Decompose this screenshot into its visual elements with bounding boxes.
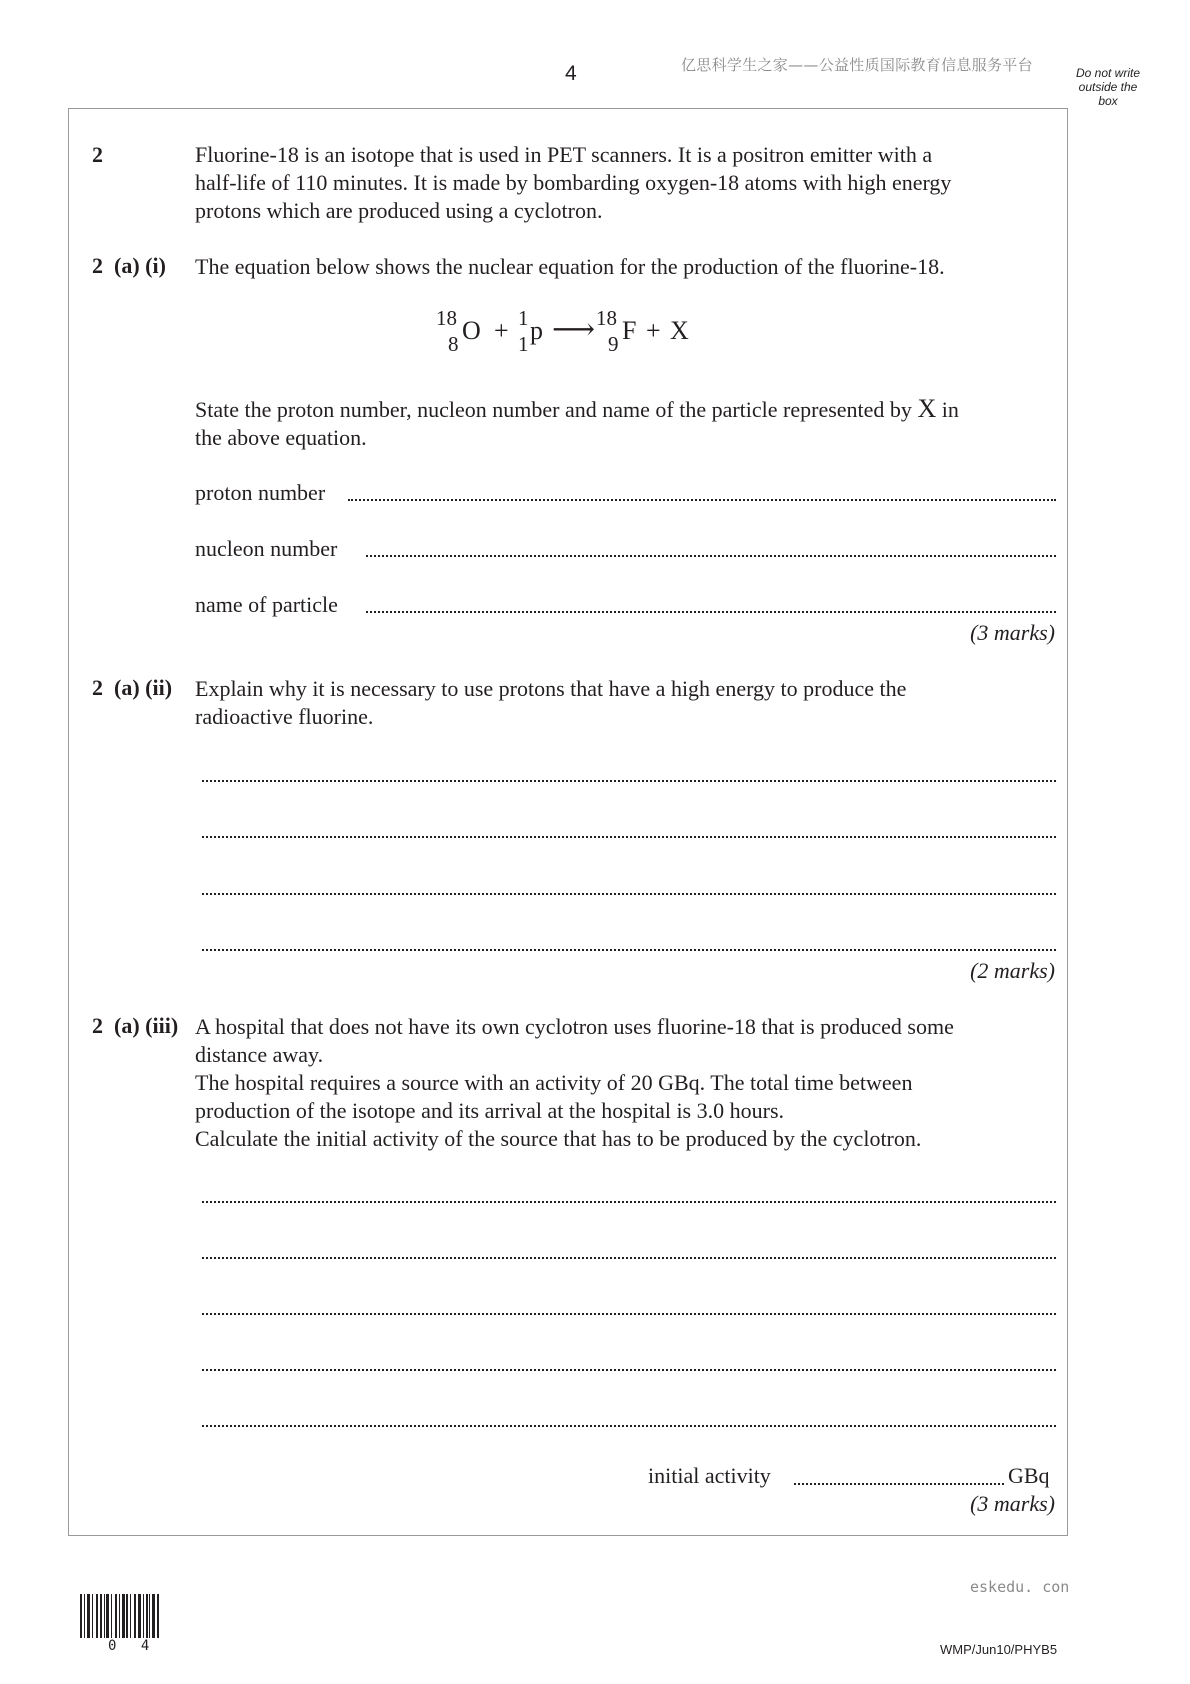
margin-note-line: box [1098,94,1118,108]
part-a-iii-label: 2 (a) (iii) [92,1013,179,1038]
unit-label: GBq [1008,1463,1050,1488]
proton-number-answer-line[interactable] [348,499,1056,501]
part-a-iii-text [195,1013,1055,1153]
answer-line[interactable] [202,893,1056,895]
question-number: 2 [92,142,103,167]
answer-line[interactable] [202,780,1056,782]
instruction-text: State the proton number, nucleon number and name of the particle represented by [195,397,912,422]
instruction-text: the above equation. [195,425,367,450]
particle-x-reference: X [917,394,937,423]
intro-line: half-life of 110 minutes. It is made by bombarding oxygen-18 atoms with high energy [195,170,952,195]
plus-sign: + [646,316,661,345]
part-a-ii-text [195,675,1055,731]
answer-line[interactable] [202,1257,1056,1259]
answer-line[interactable] [202,1425,1056,1427]
marks-label: (2 marks) [970,958,1055,983]
oxygen-symbol: O [462,316,481,345]
question-line: radioactive fluorine. [195,704,374,729]
nucleon-number-label: nucleon number [195,536,338,561]
nucleon-number-answer-line[interactable] [366,555,1056,557]
answer-line[interactable] [202,836,1056,838]
paper-code: WMP/Jun10/PHYB5 [940,1642,1058,1657]
proton-mass-number: 1 [518,306,529,330]
question-intro [195,141,1055,225]
oxygen-mass-number: 18 [436,306,457,330]
watermark-text: 亿思科学生之家——公益性质国际教育信息服务平台 [681,56,1033,74]
footer-site-text: eskedu. con [970,1578,1070,1596]
plus-sign: + [494,316,509,345]
question-line: production of the isotope and its arrival at the hospital is 3.0 hours. [195,1098,785,1123]
barcode-number: 0 4 [108,1638,158,1654]
fluorine-atomic-number: 9 [608,332,619,356]
proton-number-label: proton number [195,480,326,505]
marks-label: (3 marks) [970,620,1055,645]
initial-activity-label: initial activity [648,1463,771,1488]
nuclear-equation [436,306,756,366]
proton-symbol: p [530,316,543,345]
particle-name-label: name of particle [195,592,338,617]
margin-note-line: Do not write [1075,66,1141,80]
marks-label: (3 marks) [970,1491,1055,1516]
proton-atomic-number: 1 [518,332,529,356]
page-number: 4 [565,62,577,85]
question-line: distance away. [195,1042,324,1067]
oxygen-atomic-number: 8 [448,332,459,356]
instruction-text: in [941,397,959,422]
fluorine-symbol: F [622,316,637,345]
answer-line[interactable] [202,1369,1056,1371]
answer-line[interactable] [202,949,1056,951]
answer-line[interactable] [202,1201,1056,1203]
initial-activity-answer-line[interactable] [794,1483,1004,1485]
part-a-i-instruction [195,395,1055,452]
question-line: A hospital that does not have its own cyclotron uses fluorine-18 that is produced some [195,1014,954,1039]
barcode [80,1594,180,1638]
intro-line: Fluorine-18 is an isotope that is used in PET scanners. It is a positron emitter with a [195,142,933,167]
part-a-i-label: 2 (a) (i) [92,253,166,278]
particle-name-answer-line[interactable] [366,611,1056,613]
part-a-i-text: The equation below shows the nuclear equation for the production of the fluorine-18. [195,254,945,279]
question-line: Calculate the initial activity of the source that has to be produced by the cyclotron. [195,1126,922,1151]
intro-line: protons which are produced using a cyclotron. [195,198,603,223]
question-line: The hospital requires a source with an activity of 20 GBq. The total time between [195,1070,913,1095]
answer-line[interactable] [202,1313,1056,1315]
question-line: Explain why it is necessary to use protons that have a high energy to produce the [195,676,907,701]
fluorine-mass-number: 18 [596,306,617,330]
margin-note [1066,66,1150,108]
margin-note-line: outside the [1078,80,1138,94]
particle-x-symbol: X [670,316,689,345]
part-a-ii-label: 2 (a) (ii) [92,675,173,700]
arrow-icon: ⟶ [552,313,596,346]
